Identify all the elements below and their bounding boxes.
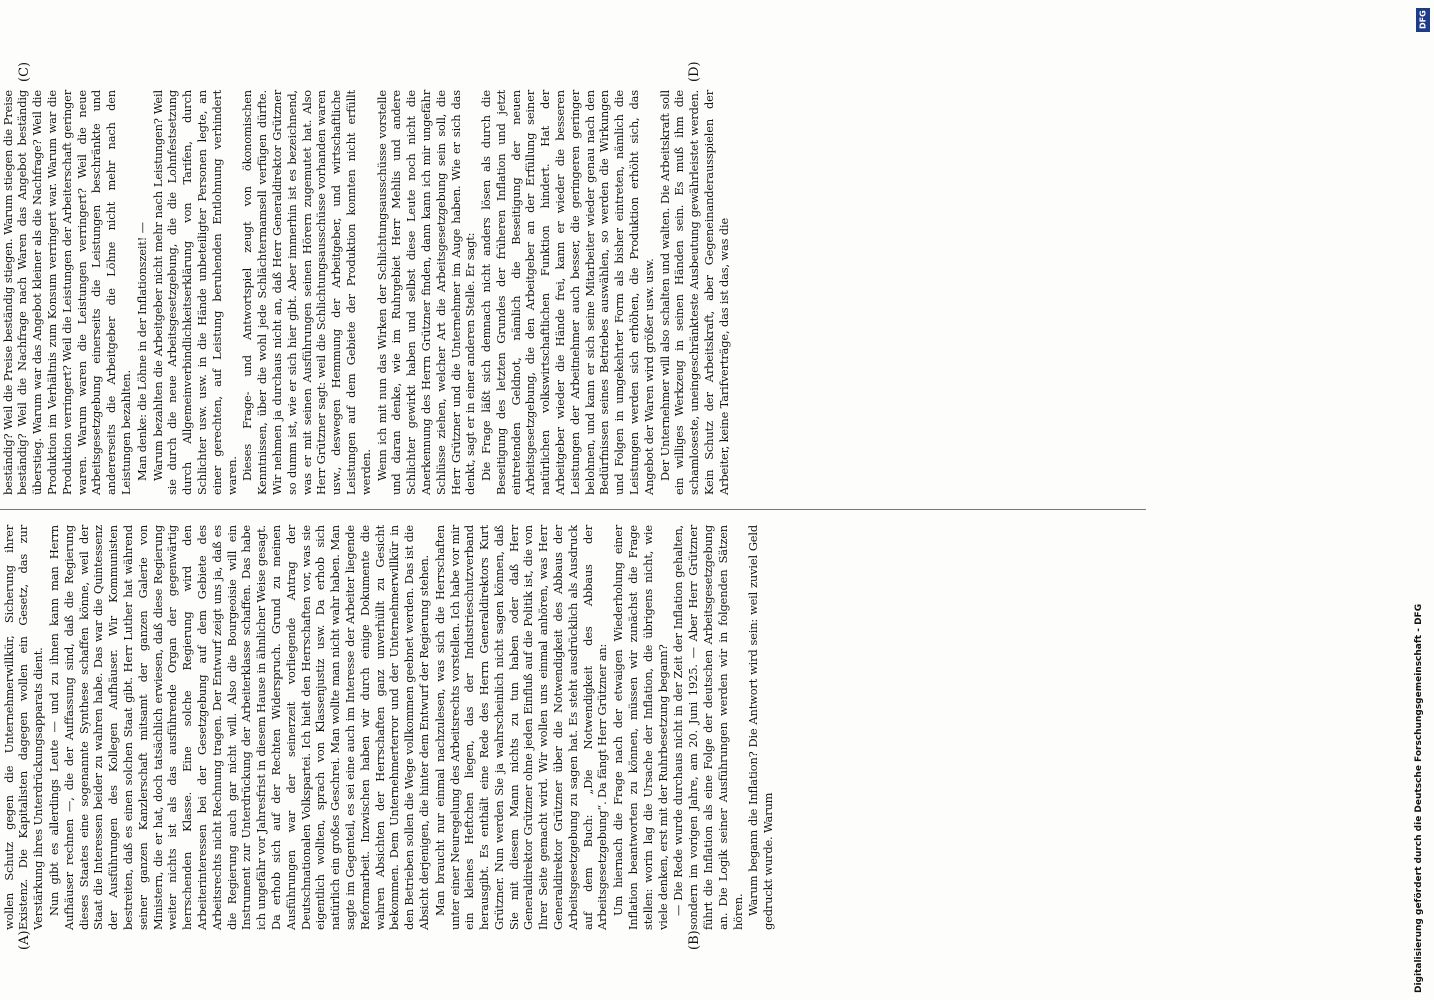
quote-paragraph: Warum bezahlten die Arbeitgeber nicht mehr nach Leistungen? Weil sie durch die neue Arbeitsgesetzgebung, die die Lohnfestsetzung durch Allgemeinverbindlichkeitserklärung von Tarifen, durch Schlichter usw. usw. in die Hände unbeteiligter Personen legte, an einer gerechten, auf Leistung beruhenden Entlohnung verhindert waren. [150,90,239,495]
paragraph: Der Unternehmer will also schalten und walten. Die Arbeitskraft soll ein williges Werkzeug in seinen Händen sein. Es muß ihm die schamloseste, uneingeschränkteste Ausbeutung gewährleistet werden. Kein Schutz der Arbeitskraft, aber Gegeneinanderausspielen der Arbeiter, keine Tarifverträge, das ist das, was die [657,90,731,495]
paragraph: Nun gibt es allerdings Leute — und zu ihnen kann man Herrn Aufhäuser rechnen —, die der Auffassung sind, daß die Regierung dieses Staates eine sogenannte Synthese schaffen könne, weil der Staat die Interessen beider zu wahren habe. Das war die Quintessenz der Ausführungen des Kollegen Aufhäuser. Wir Kommunisten bestreiten, daß es einen solchen Staat gibt. Herr Luther hat während seiner ganzen Kanzlerschaft mitsamt der ganzen Galerie von Ministern, die er hat, doch tatsächlich erwiesen, daß diese Regierung weiter nichts ist als das ausführende Organ der gegenwärtig herrschenden Klasse. Eine solche Regierung wird den Arbeiterinteressen bei der Gesetzgebung auf dem Gebiete des Arbeitsrechts nicht Rechnung tragen. Der Entwurf zeigt uns ja, daß es die Regierung auch gar nicht will. Also die Bourgeoisie will ein Instrument zur Unterdrückung der Arbeiterklasse schaffen. Das habe ich ungefähr vor Jahresfrist in diesem Hause in ähnlicher Weise gesagt. Da erhob sich auf der Rechten Widerspruch. Grund zu meinen Ausführungen war der seinerzeit vorliegende Antrag der Deutschnationalen Volkspartei. Ich hielt den Herrschaften vor, was sie eigentlich wollten, sprach von Klassenjustiz usw. Da erhob sich natürlich ein großes Geschrei. Man wollte man nicht wahr haben. Man sagte im Gegenteil, es sei eine auch im Interesse der Arbeiter liegende Reformarbeit. Inzwischen haben wir durch einige Dokumente die wahren Absichten der Herrschaften ganz unverhüllt zu Gesicht bekommen. Dem Unternehmerterror und der Unternehmerwillkür in den Betrieben sollen die Wege vollkommen geebnet werden. Das ist die Absicht derjenigen, die hinter dem Entwurf der Regierung stehen. [46,525,431,930]
paragraph: Wenn ich mit nun das Wirken der Schlichtungsausschüsse vorstelle und daran denke, wie im Ruhrgebiet Herr Mehlis und andere Schlichter gewirkt haben und selbst diese Leute noch nicht die Anerkennung des Herrn Grützner finden, dann kann ich mir ungefähr Schlüsse ziehen, welcher Art die Arbeitsgesetzgebung sein soll, die Herr Grützner und die Unternehmer im Auge haben. Wie er sich das denkt, sagt er in einer anderen Stelle. Er sagt: [374,90,478,495]
quote-paragraph: beständig? Weil die Preise beständig stiegen. Warum stiegen die Preise beständig? Weil die Nachfrage nach Waren das Angebot beständig überstieg. Warum war das Angebot kleiner als die Nachfrage? Weil die Produktion im Verhältnis zum Konsum verringert war. Warum war die Produktion verringert? Weil die Leistungen der Arbeiterschaft geringer waren. Warum waren die Leistungen verringert? Weil die neue Arbeitsgesetzgebung einerseits die Leistungen beschränkte und andererseits die Arbeitgeber die Löhne nicht mehr nach den Leistungen bezahlten. [0,90,133,495]
paragraph: — Die Rede wurde durchaus nicht in der Zeit der Inflation gehalten, sondern im vorigen Jahre, am 20. Juni 1925. — Aber Herr Grützner führt die Inflation als eine Folge der deutschen Arbeitsgesetzgebung an. Die Logik seiner Ausführungen werden wir in folgenden Sätzen hören. [671,525,745,930]
margin-marker-b: (B) [687,930,702,950]
left-column [0,525,777,930]
paragraph: Man denke: die Löhne in der Inflationszeit! — [134,222,149,481]
paragraph: Dieses Frage- und Antwortspiel zeugt von ökonomischen Kenntnissen, über die wohl jede Schlächtermamsell verfügen dürfte. Wir nehmen ja durchaus nicht an, daß Herr Generaldirektor Grützner so dumm ist, wie er sich hier gibt. Aber immerhin ist es bezeichnend, was er mit seinen Ausführungen seinen Hörern zugemutet hat. Also Herr Grützner sagt: weil die Schlichtungsausschüsse vorhanden waren usw., deswegen Hemmung der Arbeitgeber, und wirtschaftliche Leistungen auf dem Gebiete der Produktion konnten nicht erfüllt werden. [240,90,373,495]
paragraph: wollen Schutz gegen die Unternehmerwillkür, Sicherung ihrer Existenz. Die Kapitalisten dagegen wollen ein Gesetz, das zur Verstärkung ihres Unterdrückungsapparats dient. [1,525,46,930]
watermark-text: Digitalisierung gefördert durch die Deutsche Forschungsgemeinschaft - DFG [1414,603,1424,993]
paragraph: Man braucht nur einmal nachzulesen, was sich die Herrschaften unter einer Neuregelung des Arbeitsrechts vorstellen. Ich habe vor mir ein kleines Heftchen liegen, das der Industrieschutzverband herausgibt. Es enthält eine Rede des Herrn Generaldirektors Kurt Grützner. Nun werden Sie ja wahrscheinlich nicht sagen können, daß Sie mit diesem Mann nichts zu tun haben oder daß Herr Generaldirektor Grützner ohne jeden Einfluß auf die Politik ist, die von Ihrer Seite gemacht wird. Wir wollen uns einmal anhören, was Herr Generaldirektor Grützner über die Notwendigkeit des Abbaus der Arbeitsgesetzgebung zu sagen hat. Es steht ausdrücklich als Ausdruck auf dem Buch: „Die Notwendigkeit des Abbaus der Arbeitsgesetzgebung“. Da fängt Herr Grützner an: [432,525,610,930]
margin-marker-d: (D) [687,61,702,82]
dfg-watermark [1410,8,1432,993]
paragraph: Warum begann die Inflation? Die Antwort wird sein: weil zuviel Geld gedruckt wurde. Warum [746,525,776,930]
right-column [0,90,733,495]
quote-paragraph: Um hiernach die Frage nach der etwaigen Wiederholung einer Inflation beantworten zu können, müssen wir zunächst die Frage stellen: worin lag die Ursache der Inflation, die übrigens nicht, wie viele denken, erst mit der Ruhrbesetzung begann? [611,525,670,930]
quote-paragraph: Die Frage läßt sich demnach nicht anders lösen als durch die Beseitigung des letzten Grundes der früheren Inflation und jetzt eintretenden Geldnot, nämlich die Beseitigung der neuen Arbeitsgesetzgebung, die den Arbeitgeber an der Erfüllung seiner natürlichen volkswirtschaftlichen Funktion hindert. Hat der Arbeitgeber wieder die Hände frei, kann er wieder die besseren Leistungen der Arbeitnehmer auch besser, die geringeren geringer belohnen, und kann er sich seine Mitarbeiter wieder genau nach den Bedürfnissen seines Betriebes auswählen, so werden die Wirkungen und Folgen in umgekehrter Form als bisher eintreten, nämlich die Leistungen werden sich erhöhen, die Produktion erhöht sich, das Angebot der Waren wird größer usw. usw. [479,90,656,495]
rotated-document-page [0,50,1167,950]
margin-marker-a: (A) [17,930,32,950]
margin-marker-c: (C) [17,61,32,82]
dfg-logo-icon: DFG [1416,8,1430,32]
column-separator [0,509,1146,510]
